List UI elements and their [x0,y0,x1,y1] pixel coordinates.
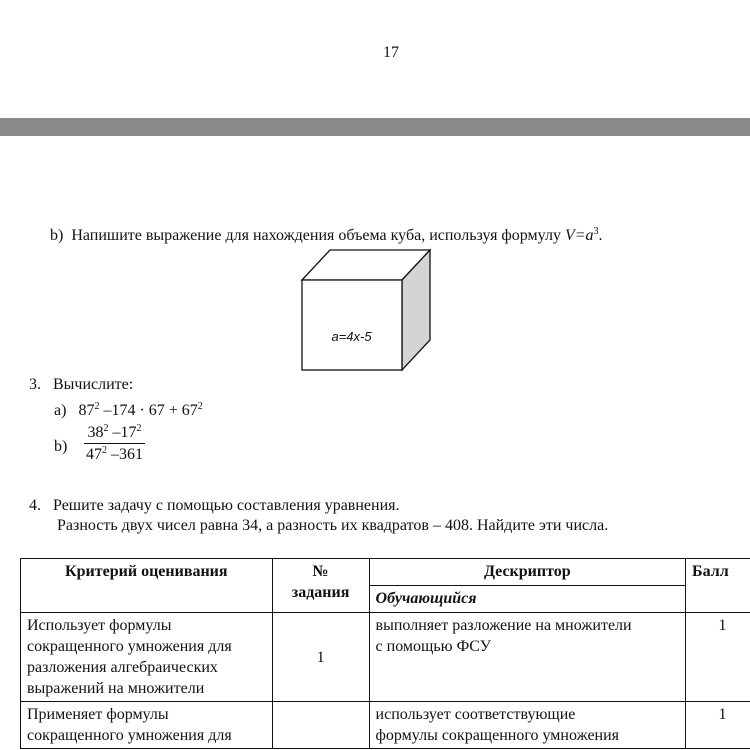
header-task-number: № задания [272,559,369,613]
task3-a-label: a) [54,402,67,419]
task3-a: a) $87^2$ $-174 \cdot 67 + 67^2$ [54,401,203,419]
volume-formula-exponent: 3 [593,226,599,237]
fraction-denominator: $47^2$ –361 [86,445,143,463]
descriptor-cell: использует соответствующие формулы сокращенного умножения [369,702,685,749]
criterion-cell: Использует формулы сокращенного умножения для разложения алгебраических выражений на множители [21,613,273,702]
cube-front-face [302,280,402,370]
cube-side-label: a=4x-5 [331,329,372,344]
cube-diagram [300,248,432,372]
task-number-cell: 1 [272,613,369,702]
score-cell: 1 [686,702,750,749]
header-student: Обучающийся [369,586,685,613]
task3-b-fraction [84,424,145,464]
header-criterion: Критерий оценивания [21,559,273,613]
score-cell: 1 [686,613,750,702]
task-b-label: b) [50,227,64,244]
header-score: Балл [686,559,750,613]
assessment-table [20,558,750,749]
table-row [21,613,750,702]
task3-title: Вычислите: [53,376,134,393]
criterion-cell: Применяет формулы сокращенного умножения для [21,702,273,749]
task3-b-label: b) [54,438,68,455]
fraction-numerator: $38^2$ $-17^2$ [84,424,145,444]
task-number-cell [272,702,369,749]
header-band [0,118,750,136]
descriptor-cell: выполняет разложение на множители с помощью ФСУ [369,613,685,702]
task3-number: 3. [29,376,41,393]
task4-number: 4. [29,497,41,514]
task-b-text: Напишите выражение для нахождения объема куба, используя формулу [71,227,565,244]
page-number: 17 [383,44,399,61]
task3-heading [29,376,133,394]
volume-formula: V=a [564,227,594,244]
task4-line1: 4. Решите задачу с помощью составления уравнения. [29,497,400,514]
table-header-row [21,559,750,586]
task-b: b) Напишите выражение для нахождения объема куба, используя формулу $V=a^3$. [50,226,603,244]
table-row [21,702,750,749]
header-descriptor: Дескриптор [369,559,685,586]
task4-line2: Разность двух чисел равна 34, а разность их квадратов – 408. Найдите эти числа. [57,517,609,534]
